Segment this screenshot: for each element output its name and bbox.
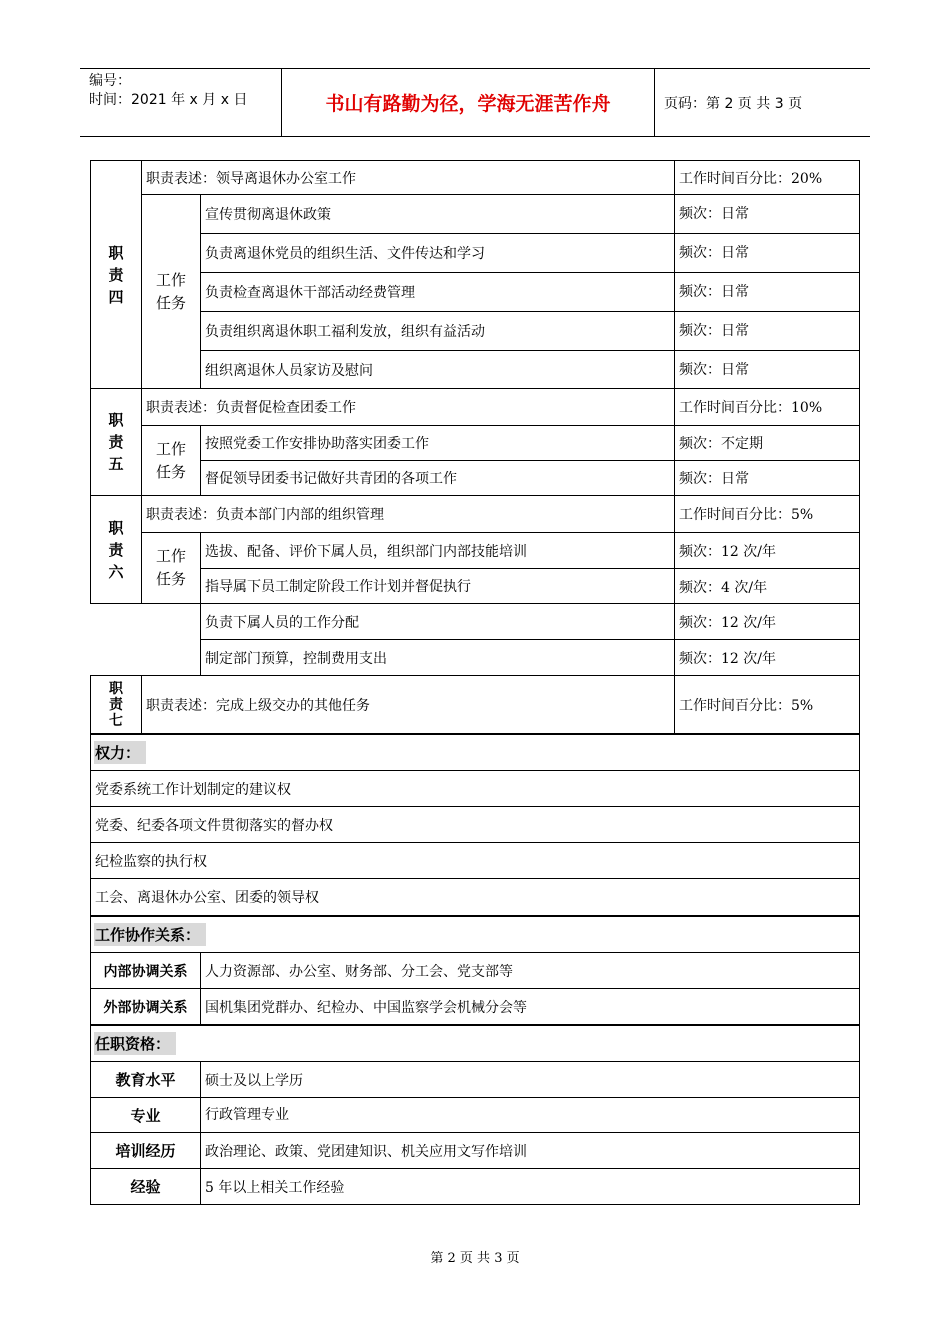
duty6-freq: 频次：12 次/年: [674, 603, 860, 640]
duty5-task: 督促领导团委书记做好共青团的各项工作: [200, 460, 675, 496]
page-info: 页码：第 2 页 共 3 页: [664, 95, 803, 112]
duty7-label-char: 责: [109, 696, 123, 713]
duty6-task: 指导属下员工制定阶段工作计划并督促执行: [200, 568, 675, 604]
task-label-line: 工作: [155, 547, 186, 565]
duty6-freq: 频次：12 次/年: [674, 639, 860, 676]
duty5-label-char: 责: [108, 433, 124, 451]
duty6-task: 选拔、配备、评价下属人员，组织部门内部技能培训: [200, 532, 675, 569]
duty4-freq: 频次：日常: [674, 194, 860, 234]
relations-title: [90, 915, 860, 953]
duty6-task: 负责下属人员的工作分配: [200, 603, 675, 640]
duty5-percent: 工作时间百分比：10%: [674, 388, 860, 426]
authority-item: 党委、纪委各项文件贯彻落实的督办权: [90, 806, 860, 843]
task-label-line: 任务: [155, 570, 186, 588]
duty4-desc: 职责表述：领导离退休办公室工作: [141, 160, 675, 195]
duty4-task: 宣传贯彻离退休政策: [200, 194, 675, 234]
date-label: 时间：2021 年 x 月 x 日: [89, 92, 248, 108]
qualification-label: 教育水平: [90, 1061, 201, 1098]
duty6-task-label: [141, 532, 201, 604]
code-label: 编号：: [89, 73, 131, 89]
qualification-value: 行政管理专业: [200, 1097, 860, 1133]
relations-title-text: 工作协作关系：: [94, 923, 206, 946]
qualification-value: 政治理论、政策、党团建知识、机关应用文写作培训: [200, 1132, 860, 1169]
duty4-task: 负责检查离退休干部活动经费管理: [200, 272, 675, 312]
qualification-label: 培训经历: [90, 1132, 201, 1169]
duty6-percent: 工作时间百分比：5%: [674, 495, 860, 533]
duty6-desc: 职责表述：负责本部门内部的组织管理: [141, 495, 675, 533]
duty4-freq: 频次：日常: [674, 311, 860, 351]
duty4-label: [90, 160, 142, 389]
duty4-label-char: 职: [108, 243, 124, 262]
duty4-task-label: [141, 194, 201, 389]
duty6-label: [90, 495, 142, 604]
duty5-desc: 职责表述：负责督促检查团委工作: [141, 388, 675, 426]
duty4-freq: 频次：日常: [674, 272, 860, 312]
duty7-label: [90, 675, 142, 734]
qualification-value: 5 年以上相关工作经验: [200, 1168, 860, 1205]
duty5-label-char: 职: [108, 411, 124, 429]
authority-item: 工会、离退休办公室、团委的领导权: [90, 878, 860, 916]
duty4-freq: 频次：日常: [674, 233, 860, 273]
duty7-percent: 工作时间百分比：5%: [674, 675, 860, 734]
header-meta: [80, 69, 282, 136]
duty4-percent: 工作时间百分比：20%: [674, 160, 860, 195]
external-relations-label: 外部协调关系: [90, 988, 201, 1025]
duty5-task-label: [141, 425, 201, 496]
qualification-value: 硕士及以上学历: [200, 1061, 860, 1098]
duty6-freq: 频次：12 次/年: [674, 532, 860, 569]
duty7-label-char: 七: [109, 712, 123, 729]
duty5-freq: 频次：不定期: [674, 425, 860, 461]
external-relations-value: 国机集团党群办、纪检办、中国监察学会机械分会等: [200, 988, 860, 1025]
duty6-label-char: 职: [108, 518, 124, 537]
internal-relations-label: 内部协调关系: [90, 952, 201, 989]
motto: 书山有路勤为径，学海无涯苦作舟: [282, 69, 655, 136]
duty4-task: 组织离退休人员家访及慰问: [200, 350, 675, 389]
authority-title-text: 权力：: [94, 741, 146, 764]
duty5-freq: 频次：日常: [674, 460, 860, 496]
qualification-label: 经验: [90, 1168, 201, 1205]
task-label-line: 任务: [155, 293, 186, 312]
qualifications-title: [90, 1024, 860, 1062]
authority-item: 党委系统工作计划制定的建议权: [90, 770, 860, 807]
authority-title: [90, 733, 860, 771]
duty7-desc: 职责表述：完成上级交办的其他任务: [141, 675, 675, 734]
page-footer: 第 2 页 共 3 页: [430, 1251, 520, 1266]
duty7-label-char: 职: [109, 680, 123, 697]
job-description-table: [90, 160, 860, 1205]
internal-relations-value: 人力资源部、办公室、财务部、分工会、党支部等: [200, 952, 860, 989]
duty4-label-char: 责: [108, 265, 124, 284]
task-label-line: 任务: [155, 462, 186, 481]
duty4-label-char: 四: [108, 287, 124, 306]
duty5-label: [90, 388, 142, 496]
authority-item: 纪检监察的执行权: [90, 842, 860, 879]
duty4-task: 负责组织离退休职工福利发放，组织有益活动: [200, 311, 675, 351]
duty6-freq: 频次：4 次/年: [674, 568, 860, 604]
duty6-label-char: 六: [108, 562, 124, 581]
duty6-label-char: 责: [108, 540, 124, 559]
task-label-line: 工作: [155, 439, 186, 458]
duty6-task: 制定部门预算，控制费用支出: [200, 639, 675, 676]
qualifications-title-text: 任职资格：: [94, 1032, 176, 1055]
qualification-label: 专业: [90, 1097, 201, 1133]
duty5-task: 按照党委工作安排协助落实团委工作: [200, 425, 675, 461]
duty4-task: 负责离退休党员的组织生活、文件传达和学习: [200, 233, 675, 273]
task-label-line: 工作: [155, 270, 186, 289]
duty5-label-char: 五: [108, 455, 124, 473]
duty4-freq: 频次：日常: [674, 350, 860, 389]
page-header: [80, 68, 870, 137]
